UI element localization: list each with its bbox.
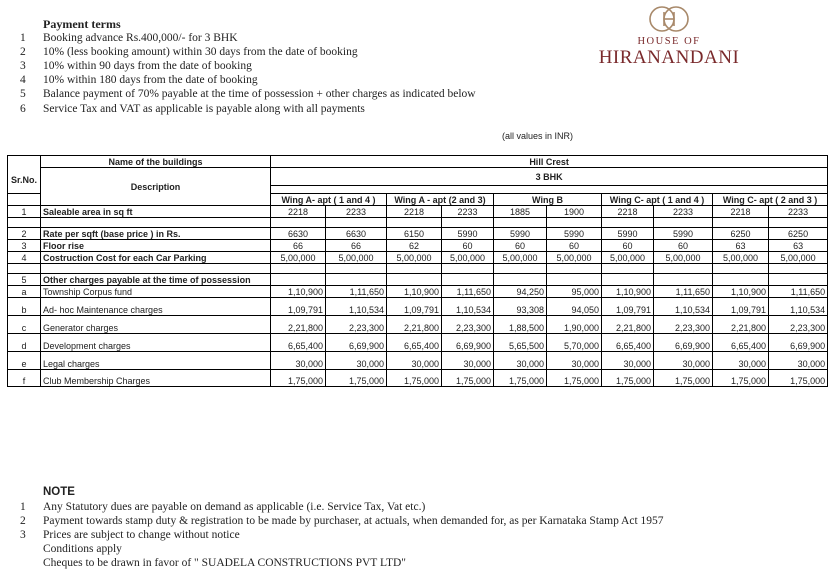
description-header: Description (41, 168, 271, 206)
hiranandani-logo (594, 0, 744, 72)
table-row: 4 Costruction Cost for each Car Parking 5,00,000 5,00,000 5,00,000 5,00,000 5,00,000 5,00,000 5,00,000 5,00,000 5,00,000 5,00,000 (8, 252, 828, 264)
apartment-type: 3 BHK (271, 168, 828, 186)
price-table (7, 155, 828, 387)
table-row: 5 Other charges payable at the time of possession (8, 274, 828, 286)
payment-terms-title: Payment terms (43, 17, 121, 31)
notes-title: NOTE (43, 486, 75, 498)
logo-house-of: HOUSE OF (637, 36, 701, 47)
table-row: f Club Membership Charges 1,75,000 1,75,000 1,75,000 1,75,000 1,75,000 1,75,000 1,75,000 1,75,000 1,75,000 1,75,000 (8, 370, 828, 387)
table-row: d Development charges 6,65,400 6,69,900 6,65,400 6,69,900 5,65,500 5,70,000 6,65,400 6,69,900 6,65,400 6,69,900 (8, 334, 828, 352)
name-of-buildings-header: Name of the buildings (41, 156, 271, 168)
table-row: a Township Corpus fund 1,10,900 1,11,650 1,10,900 1,11,650 94,250 95,000 1,10,900 1,11,650 1,10,900 1,11,650 (8, 286, 828, 298)
wing-header: Wing A - apt (2 and 3) (387, 194, 494, 206)
values-unit-note: (all values in INR) (502, 131, 574, 141)
table-row: 2 Rate per sqft (base price ) in Rs. 6630 6630 6150 5990 5990 5990 5990 5990 6250 6250 (8, 228, 828, 240)
logo-brand-name: HIRANANDANI (598, 47, 740, 68)
wing-header: Wing C- apt ( 1 and 4 ) (602, 194, 713, 206)
wing-header: Wing C- apt ( 2 and 3 ) (713, 194, 828, 206)
table-row: b Ad- hoc Maintenance charges 1,09,791 1,10,534 1,09,791 1,10,534 93,308 94,050 1,09,791 1,10,534 1,09,791 1,10,534 (8, 298, 828, 316)
wing-header: Wing A- apt ( 1 and 4 ) (271, 194, 387, 206)
building-name: Hill Crest (271, 156, 828, 168)
table-row: 3 Floor rise 66 66 62 60 60 60 60 60 63 63 (8, 240, 828, 252)
table-row: c Generator charges 2,21,800 2,23,300 2,21,800 2,23,300 1,88,500 1,90,000 2,21,800 2,23,300 2,21,800 2,23,300 (8, 316, 828, 334)
table-row: e Legal charges 30,000 30,000 30,000 30,000 30,000 30,000 30,000 30,000 30,000 30,000 (8, 352, 828, 370)
sr-no-header: Sr.No. (8, 168, 41, 194)
wing-header: Wing B (494, 194, 602, 206)
table-row: 1 Saleable area in sq ft 2218 2233 2218 2233 1885 1900 2218 2233 2218 2233 (8, 206, 828, 218)
hiranandani-emblem-icon (647, 3, 691, 35)
